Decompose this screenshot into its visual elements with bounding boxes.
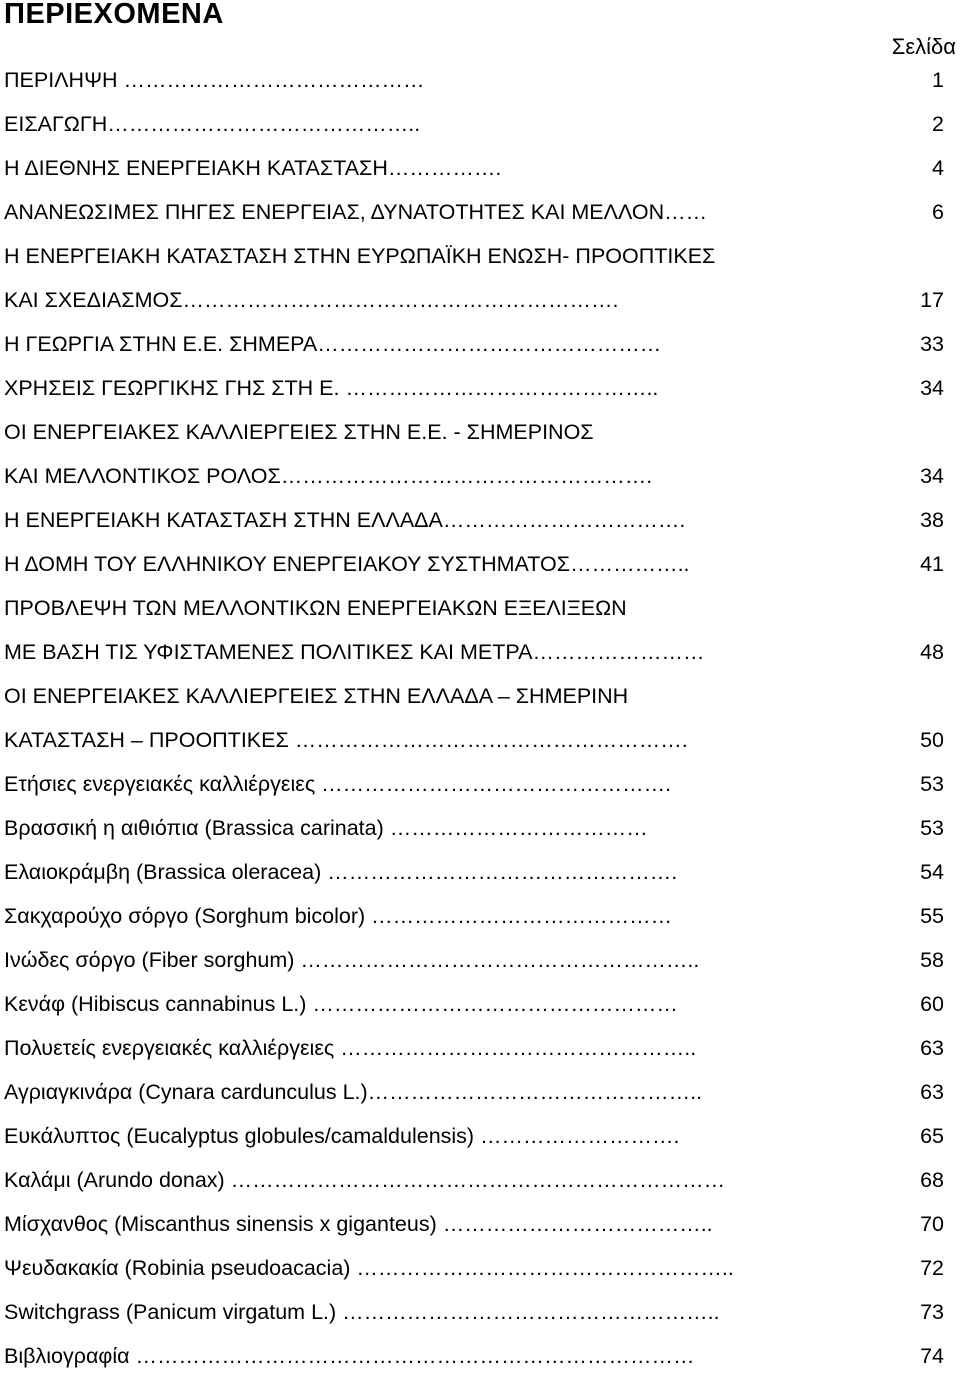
toc-entry-label: ΠΡΟΒΛΕΨΗ ΤΩΝ ΜΕΛΛΟΝΤΙΚΩΝ ΕΝΕΡΓΕΙΑΚΩΝ ΕΞΕΛΙΞΕΩΝ — [4, 596, 627, 620]
toc-entry-page-number: 54 — [920, 860, 944, 884]
toc-entry — [4, 1334, 944, 1378]
toc-entry-label: Ψευδακακία (Robinia pseudoacacia) …………………………………………….. — [4, 1256, 734, 1280]
toc-entry — [4, 410, 944, 454]
toc-entry-label: ΟΙ ΕΝΕΡΓΕΙΑΚΕΣ ΚΑΛΛΙΕΡΓΕΙΕΣ ΣΤΗΝ Ε.Ε. - ΣΗΜΕΡΙΝΟΣ — [4, 420, 594, 444]
toc-entry — [4, 454, 944, 498]
toc-entry — [4, 938, 944, 982]
toc-entry-page-number: 1 — [932, 68, 944, 92]
toc-entry-label: ΑΝΑΝΕΩΣΙΜΕΣ ΠΗΓΕΣ ΕΝΕΡΓΕΙΑΣ, ΔΥΝΑΤΟΤΗΤΕΣ ΚΑΙ ΜΕΛΛΟΝ…… — [4, 200, 708, 224]
table-of-contents — [4, 58, 944, 1378]
toc-entry-label: Κενάφ (Hibiscus cannabinus L.) …………………………………………… — [4, 992, 678, 1016]
toc-entry-page-number: 65 — [920, 1124, 944, 1148]
toc-entry — [4, 894, 944, 938]
toc-entry-page-number: 48 — [920, 640, 944, 664]
toc-entry-page-number: 17 — [920, 288, 944, 312]
toc-entry-page-number: 53 — [920, 816, 944, 840]
toc-entry-label: Switchgrass (Panicum virgatum L.) …………………………………………….. — [4, 1300, 720, 1324]
toc-entry — [4, 542, 944, 586]
toc-entry — [4, 674, 944, 718]
page-title: ΠΕΡΙΕΧΟΜΕΝΑ — [4, 0, 224, 30]
toc-entry-label: ΚΑΙ ΣΧΕΔΙΑΣΜΟΣ……………………………………………………. — [4, 288, 619, 312]
toc-entry-page-number: 73 — [920, 1300, 944, 1324]
toc-entry-page-number: 6 — [932, 200, 944, 224]
toc-entry — [4, 102, 944, 146]
toc-entry-label: Μίσχανθος (Miscanthus sinensis x giganteus) ……………………………….. — [4, 1212, 713, 1236]
toc-entry — [4, 190, 944, 234]
toc-entry-label: Ευκάλυπτος (Eucalyptus globules/camaldulensis) ………………………. — [4, 1124, 680, 1148]
toc-entry — [4, 1026, 944, 1070]
toc-entry — [4, 58, 944, 102]
toc-entry-label: Η ΔΙΕΘΝΗΣ ΕΝΕΡΓΕΙΑΚΗ ΚΑΤΑΣΤΑΣΗ……………. — [4, 156, 502, 180]
toc-entry-page-number: 63 — [920, 1036, 944, 1060]
toc-entry-label: Ινώδες σόργο (Fiber sorghum) ……………………………………………….. — [4, 948, 700, 972]
toc-entry — [4, 1202, 944, 1246]
toc-entry-label: ΠΕΡΙΛΗΨΗ …………………………………… — [4, 68, 425, 92]
toc-entry — [4, 762, 944, 806]
toc-entry — [4, 366, 944, 410]
toc-entry — [4, 278, 944, 322]
toc-entry-page-number: 38 — [920, 508, 944, 532]
toc-entry — [4, 1290, 944, 1334]
toc-entry-page-number: 72 — [920, 1256, 944, 1280]
toc-entry-page-number: 68 — [920, 1168, 944, 1192]
toc-entry — [4, 498, 944, 542]
toc-entry-label: Η ΓΕΩΡΓΙΑ ΣΤΗΝ Ε.Ε. ΣΗΜΕΡΑ………………………………………… — [4, 332, 662, 356]
toc-entry — [4, 322, 944, 366]
toc-entry-page-number: 34 — [920, 376, 944, 400]
toc-entry-page-number: 53 — [920, 772, 944, 796]
toc-entry — [4, 146, 944, 190]
toc-entry — [4, 234, 944, 278]
toc-entry — [4, 806, 944, 850]
toc-entry-page-number: 58 — [920, 948, 944, 972]
toc-entry-page-number: 70 — [920, 1212, 944, 1236]
toc-entry-page-number: 41 — [920, 552, 944, 576]
toc-entry-page-number: 34 — [920, 464, 944, 488]
toc-entry — [4, 630, 944, 674]
toc-entry-page-number: 60 — [920, 992, 944, 1016]
toc-entry-label: Βρασσική η αιθιόπια (Brassica carinata) ……………………………… — [4, 816, 648, 840]
toc-entry-page-number: 55 — [920, 904, 944, 928]
toc-entry — [4, 1070, 944, 1114]
toc-entry-label: Αγριαγκινάρα (Cynara cardunculus L.)……………………………………….. — [4, 1080, 703, 1104]
toc-entry-label: Ετήσιες ενεργειακές καλλιέργειες …………………………………………. — [4, 772, 672, 796]
toc-entry-label: Ελαιοκράμβη (Brassica oleracea) …………………………………………. — [4, 860, 678, 884]
toc-entry-label: ΚΑΤΑΣΤΑΣΗ – ΠΡΟΟΠΤΙΚΕΣ ………………………………………………. — [4, 728, 688, 752]
toc-entry-label: Καλάμι (Arundo donax) …………………………………………………………… — [4, 1168, 726, 1192]
toc-entry-label: Βιβλιογραφία …………………………………………………………………… — [4, 1344, 695, 1368]
toc-entry-label: Η ΔΟΜΗ ΤΟΥ ΕΛΛΗΝΙΚΟΥ ΕΝΕΡΓΕΙΑΚΟΥ ΣΥΣΤΗΜΑΤΟΣ…………….. — [4, 552, 690, 576]
toc-entry-page-number: 33 — [920, 332, 944, 356]
toc-entry-label: ΟΙ ΕΝΕΡΓΕΙΑΚΕΣ ΚΑΛΛΙΕΡΓΕΙΕΣ ΣΤΗΝ ΕΛΛΑΔΑ – ΣΗΜΕΡΙΝΗ — [4, 684, 629, 708]
toc-entry — [4, 1158, 944, 1202]
toc-entry-label: ΧΡΗΣΕΙΣ ΓΕΩΡΓΙΚΗΣ ΓΗΣ ΣΤΗ Ε. …………………………………….. — [4, 376, 659, 400]
toc-entry — [4, 850, 944, 894]
toc-entry — [4, 982, 944, 1026]
toc-entry — [4, 1114, 944, 1158]
toc-entry-label: ΜΕ ΒΑΣΗ ΤΙΣ ΥΦΙΣΤΑΜΕΝΕΣ ΠΟΛΙΤΙΚΕΣ ΚΑΙ ΜΕΤΡΑ…………………… — [4, 640, 705, 664]
toc-entry-page-number: 4 — [932, 156, 944, 180]
toc-entry-page-number: 2 — [932, 112, 944, 136]
toc-entry-page-number: 74 — [920, 1344, 944, 1368]
toc-entry — [4, 586, 944, 630]
toc-entry-label: Πολυετείς ενεργειακές καλλιέργειες ………………………………………….. — [4, 1036, 697, 1060]
toc-entry-label: Η ΕΝΕΡΓΕΙΑΚΗ ΚΑΤΑΣΤΑΣΗ ΣΤΗΝ ΕΛΛΑΔΑ……………………………. — [4, 508, 686, 532]
toc-entry-label: Σακχαρούχο σόργο (Sorghum bicolor) …………………………………… — [4, 904, 673, 928]
toc-entry-page-number: 50 — [920, 728, 944, 752]
toc-entry-label: ΕΙΣΑΓΩΓΗ…………………………………….. — [4, 112, 421, 136]
toc-entry-label: ΚΑΙ ΜΕΛΛΟΝΤΙΚΟΣ ΡΟΛΟΣ……………………………………………. — [4, 464, 653, 488]
toc-entry-page-number: 63 — [920, 1080, 944, 1104]
toc-entry — [4, 718, 944, 762]
toc-entry-label: Η ΕΝΕΡΓΕΙΑΚΗ ΚΑΤΑΣΤΑΣΗ ΣΤΗΝ ΕΥΡΩΠΑΪΚΗ ΕΝΩΣΗ- ΠΡΟΟΠΤΙΚΕΣ — [4, 244, 716, 268]
page-column-header: Σελίδα — [891, 34, 956, 59]
toc-entry — [4, 1246, 944, 1290]
